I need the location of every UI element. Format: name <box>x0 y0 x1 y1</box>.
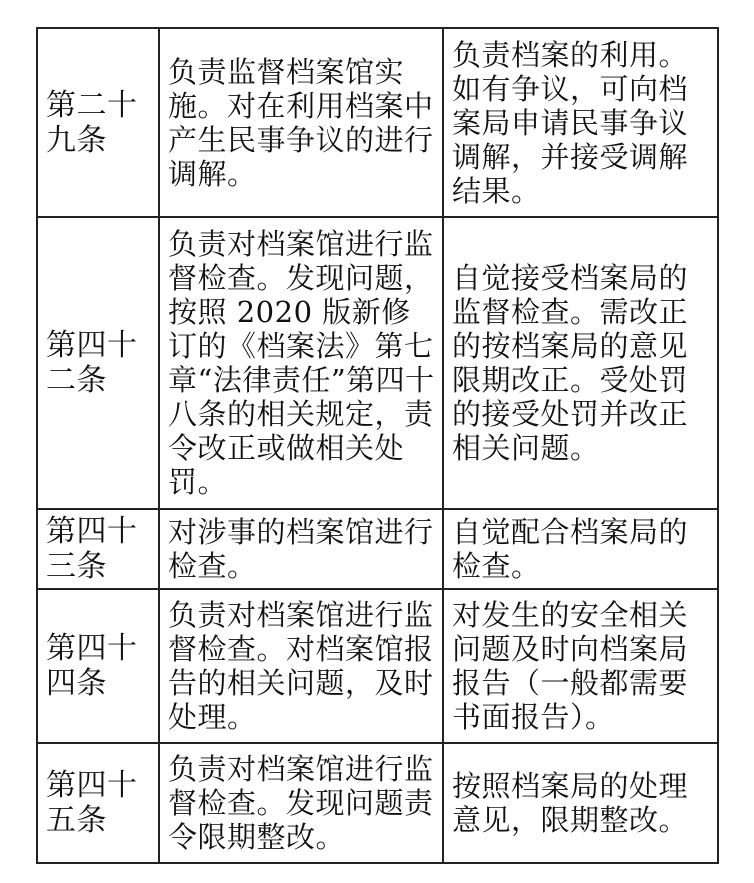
article-cell: 第四十二条 <box>37 217 159 509</box>
bureau-duty-cell: 负责对档案馆进行监督检查。对档案馆报告的相关问题，及时处理。 <box>159 589 443 743</box>
article-cell: 第二十九条 <box>37 28 159 217</box>
bureau-duty-cell: 负责监督档案馆实施。对在利用档案中产生民事争议的进行调解。 <box>159 28 443 217</box>
table-row <box>37 28 718 217</box>
table-row <box>37 217 718 509</box>
responsibility-table <box>36 27 719 864</box>
table-row <box>37 589 718 743</box>
museum-duty-cell: 自觉配合档案局的检查。 <box>443 509 718 589</box>
article-cell: 第四十四条 <box>37 589 159 743</box>
museum-duty-cell: 自觉接受档案局的监督检查。需改正的按档案局的意见限期改正。受处罚的接受处罚并改正相关问题。 <box>443 217 718 509</box>
table-row <box>37 743 718 863</box>
museum-duty-cell: 按照档案局的处理意见，限期整改。 <box>443 743 718 863</box>
table-row <box>37 509 718 589</box>
museum-duty-cell: 负责档案的利用。如有争议，可向档案局申请民事争议调解，并接受调解结果。 <box>443 28 718 217</box>
bureau-duty-cell: 负责对档案馆进行监督检查。发现问题责令限期整改。 <box>159 743 443 863</box>
bureau-duty-cell: 对涉事的档案馆进行检查。 <box>159 509 443 589</box>
museum-duty-cell: 对发生的安全相关问题及时向档案局报告（一般都需要书面报告）。 <box>443 589 718 743</box>
article-cell: 第四十三条 <box>37 509 159 589</box>
article-cell: 第四十五条 <box>37 743 159 863</box>
bureau-duty-cell: 负责对档案馆进行监督检查。发现问题，按照 2020 版新修订的《档案法》第七章“法律责任”第四十八条的相关规定，责令改正或做相关处罚。 <box>159 217 443 509</box>
